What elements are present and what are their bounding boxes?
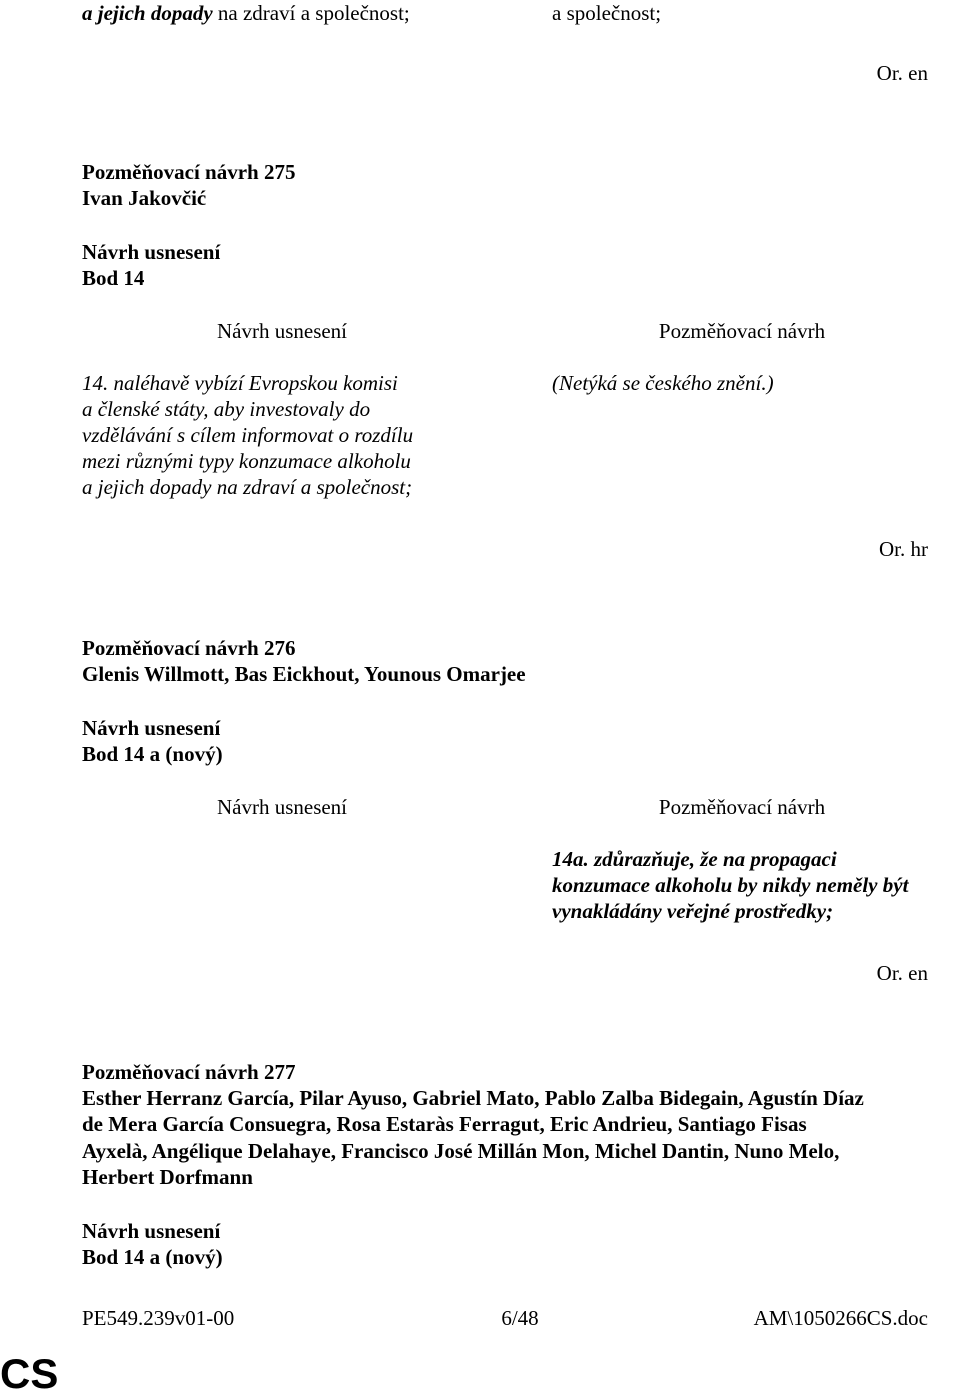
amendment-277-doc-type: Návrh usnesení (82, 1219, 221, 1243)
footer-file-name: AM\1050266CS.doc (753, 1306, 928, 1330)
amendment-276-right-column-head: Pozměňovací návrh (658, 795, 826, 819)
amendment-275-author: Ivan Jakovčić (82, 186, 207, 210)
amendment-275-point: Bod 14 (82, 266, 145, 290)
top-left-rest: na zdraví a společnost; (212, 1, 410, 25)
amendment-277-authors-line: Herbert Dorfmann (82, 1165, 253, 1189)
amendment-276-authors: Glenis Willmott, Bas Eickhout, Younous Omarjee (82, 662, 526, 686)
amendment-275-doc-type: Návrh usnesení (82, 240, 221, 264)
origin-language-3: Or. en (876, 961, 928, 985)
amendment-275-left-line: mezi různými typy konzumace alkoholu (82, 449, 411, 473)
amendment-275-left-line: 14. naléhavě vybízí Evropskou komisi (82, 371, 398, 395)
amendment-275-left-column-head: Návrh usnesení (216, 319, 348, 343)
amendment-276-right-line: vynakládány veřejné prostředky; (552, 899, 834, 923)
amendment-277-point: Bod 14 a (nový) (82, 1245, 223, 1269)
amendment-276-title: Pozměňovací návrh 276 (82, 636, 296, 660)
amendment-277-authors-line: Ayxelà, Angélique Delahaye, Francisco José Millán Mon, Michel Dantin, Nuno Melo, (82, 1139, 840, 1163)
amendment-276-right-line: 14a. zdůrazňuje, že na propagaci (552, 847, 837, 871)
top-right-fragment: a společnost; (552, 1, 662, 25)
amendment-275-left-line: a členské státy, aby investovaly do (82, 397, 371, 421)
amendment-275-left-line: a jejich dopady na zdraví a společnost; (82, 475, 413, 499)
amendment-277-authors-line: de Mera García Consuegra, Rosa Estaràs Ferragut, Eric Andrieu, Santiago Fisas (82, 1112, 807, 1136)
origin-language-1: Or. en (876, 61, 928, 85)
amendment-277-authors-line: Esther Herranz García, Pilar Ayuso, Gabriel Mato, Pablo Zalba Bidegain, Agustín Díaz (82, 1086, 864, 1110)
amendment-276-point: Bod 14 a (nový) (82, 742, 223, 766)
amendment-277-title: Pozměňovací návrh 277 (82, 1060, 296, 1084)
language-code-mark: CS (0, 1350, 59, 1397)
amendment-276-doc-type: Návrh usnesení (82, 716, 221, 740)
amendment-276-left-column-head: Návrh usnesení (216, 795, 348, 819)
amendment-275-right-text: (Netýká se českého znění.) (552, 371, 774, 395)
footer-page-number: 6/48 (501, 1306, 539, 1330)
top-left-bold-italic: a jejich dopady (82, 1, 213, 25)
footer-document-reference: PE549.239v01-00 (82, 1306, 235, 1330)
amendment-275-right-column-head: Pozměňovací návrh (658, 319, 826, 343)
origin-language-2: Or. hr (879, 537, 928, 561)
amendment-275-left-line: vzdělávání s cílem informovat o rozdílu (82, 423, 414, 447)
amendment-276-right-line: konzumace alkoholu by nikdy neměly být (552, 873, 909, 897)
top-left-fragment (82, 0, 410, 26)
amendment-275-title: Pozměňovací návrh 275 (82, 160, 296, 184)
